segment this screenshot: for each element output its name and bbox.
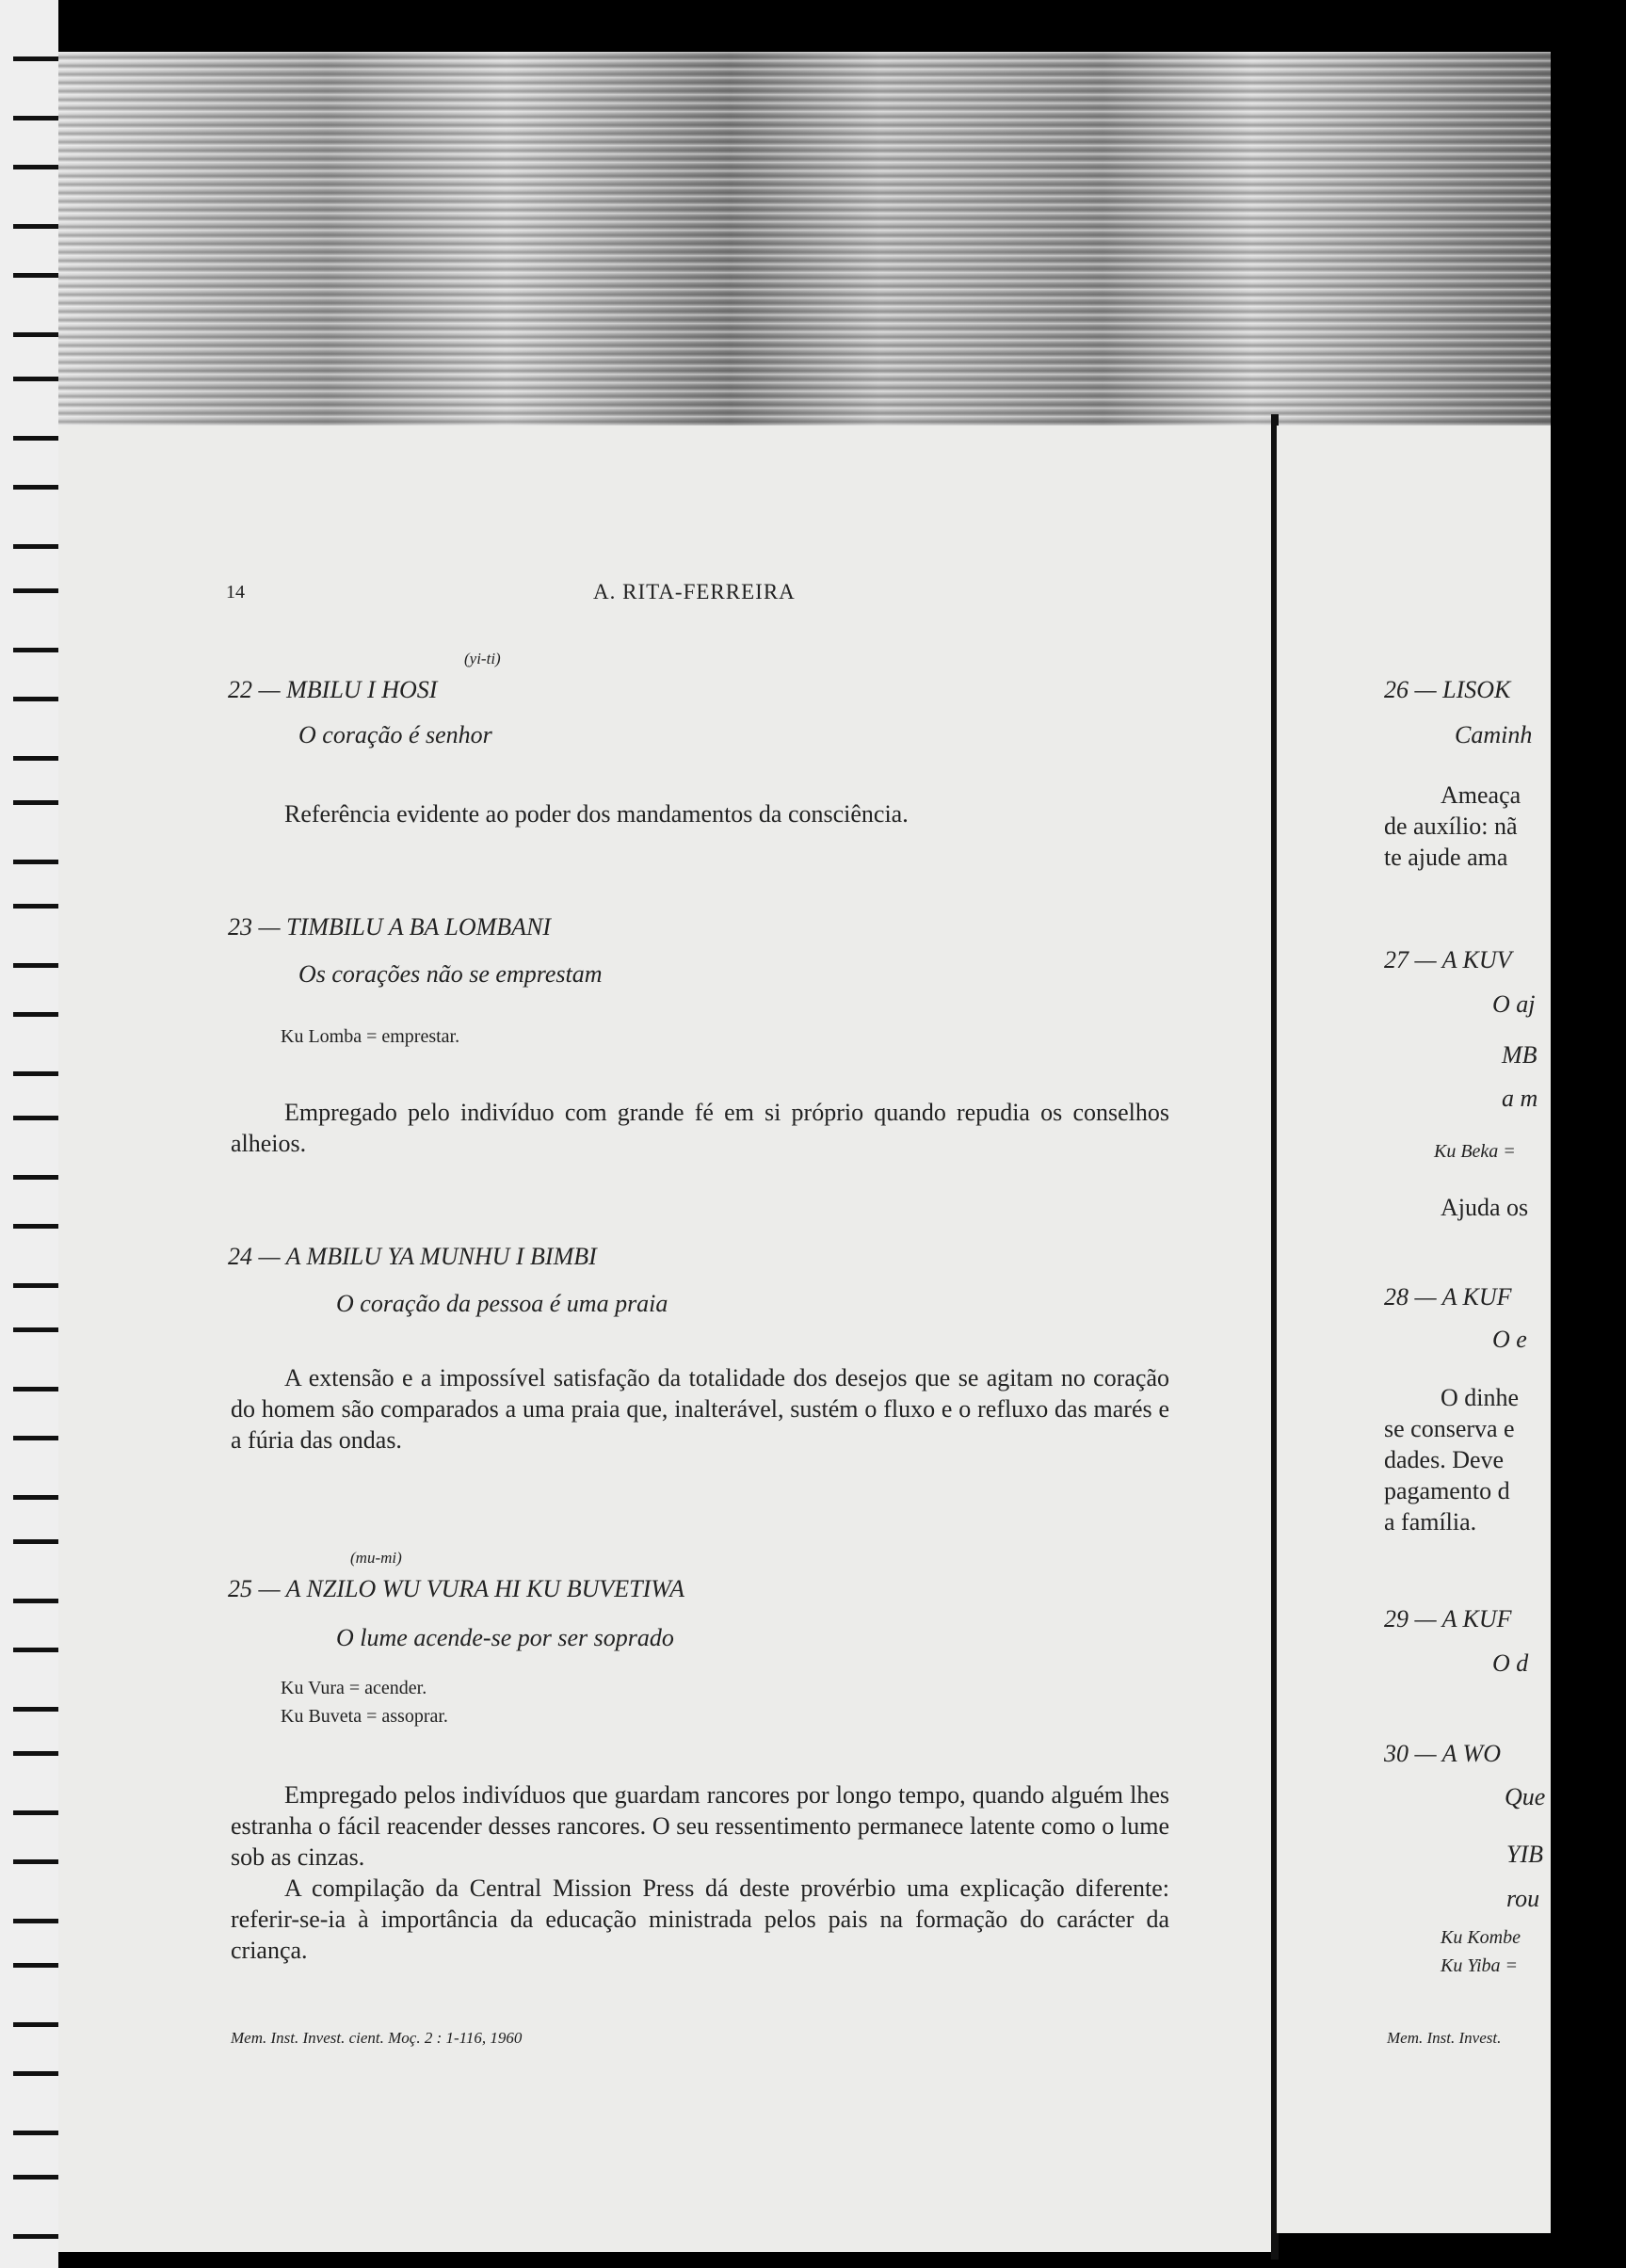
right-proverb-26: 26 — LISOK xyxy=(1384,676,1511,703)
right-line: a m xyxy=(1502,1085,1538,1112)
translation-25: O lume acende-se por ser soprado xyxy=(336,1624,674,1651)
explanation-22 xyxy=(284,798,1132,829)
right-line: MB xyxy=(1502,1041,1537,1069)
right-proverb-28: 28 — A KUF xyxy=(1384,1283,1512,1311)
right-translation-26: Caminh xyxy=(1455,721,1533,748)
footer-citation: Mem. Inst. Invest. cient. Moç. 2 : 1-116, 1960 xyxy=(231,2029,523,2047)
proverb-24: 24 — A MBILU YA MUNHU I BIMBI xyxy=(228,1243,597,1270)
right-text-line: te ajude ama xyxy=(1384,844,1508,871)
running-header: A. RITA-FERREIRA xyxy=(593,580,796,603)
right-proverb-27: 27 — A KUV xyxy=(1384,946,1512,973)
note-25a: Ku Vura = acender. xyxy=(281,1678,427,1698)
right-line: rou xyxy=(1506,1885,1540,1912)
right-note-30a: Ku Kombe xyxy=(1441,1927,1521,1948)
translation-23: Os corações não se emprestam xyxy=(298,960,603,988)
page-number: 14 xyxy=(226,582,245,603)
explanation-23 xyxy=(231,1097,1169,1159)
explanation-24 xyxy=(231,1362,1169,1456)
right-text-line: pagamento d xyxy=(1384,1477,1510,1504)
right-line: O e xyxy=(1492,1326,1527,1353)
class-superscript: (mu-mi) xyxy=(350,1549,402,1567)
class-superscript: (yi-ti) xyxy=(464,650,501,668)
right-line: YIB xyxy=(1506,1841,1543,1868)
note-25b: Ku Buveta = assoprar. xyxy=(281,1706,448,1727)
right-text-line: a família. xyxy=(1384,1508,1477,1536)
right-text-line: Ajuda os xyxy=(1441,1194,1529,1221)
right-text-line: O dinhe xyxy=(1441,1384,1520,1411)
right-footer: Mem. Inst. Invest. xyxy=(1387,2029,1502,2047)
paragraph: Referência evidente ao poder dos mandamentos da consciência. xyxy=(284,800,909,828)
right-text-line: de auxílio: nã xyxy=(1384,812,1518,840)
paragraph: A extensão e a impossível satisfação da totalidade dos desejos que se agitam no coração do homem são comparados a uma praia que, inalterável, sustém o fluxo e o refluxo das marés e a fúria das ondas. xyxy=(231,1364,1169,1454)
right-line: O d xyxy=(1492,1649,1529,1677)
scan-noise-band xyxy=(58,52,1551,428)
translation-24: O coração da pessoa é uma praia xyxy=(336,1290,668,1317)
right-text-line: dades. Deve xyxy=(1384,1446,1505,1473)
proverb-22: 22 — MBILU I HOSI xyxy=(228,676,438,703)
proverb-25: 25 — A NZILO WU VURA HI KU BUVETIWA xyxy=(228,1575,684,1602)
right-proverb-30: 30 — A WO xyxy=(1384,1740,1501,1767)
right-text-line: se conserva e xyxy=(1384,1415,1515,1442)
paragraph: Empregado pelos indivíduos que guardam rancores por longo tempo, quando alguém lhes estranha o fácil reacender desses rancores. O seu ressentimento permanece latente como o lume sob as cinzas. xyxy=(231,1781,1169,1871)
paragraph: Empregado pelo indivíduo com grande fé em si próprio quando repudia os conselhos alheios. xyxy=(231,1099,1169,1157)
right-note-30b: Ku Yiba = xyxy=(1441,1955,1519,1976)
right-text-line: Ameaça xyxy=(1441,781,1521,809)
explanation-25 xyxy=(231,1779,1169,1966)
right-line: O aj xyxy=(1492,990,1536,1018)
right-line: Que xyxy=(1505,1783,1546,1810)
proverb-23: 23 — TIMBILU A BA LOMBANI xyxy=(228,913,552,941)
paragraph: A compilação da Central Mission Press dá deste provérbio uma explicação diferente: referir-se-ia à importância da educação ministrada pelos pais na formação do carácter da criança. xyxy=(231,1874,1169,1964)
translation-22: O coração é senhor xyxy=(298,721,492,748)
note-23: Ku Lomba = emprestar. xyxy=(281,1026,460,1047)
binder-strip xyxy=(0,0,58,2268)
right-proverb-29: 29 — A KUF xyxy=(1384,1605,1512,1633)
right-note-27: Ku Beka = xyxy=(1434,1141,1516,1162)
